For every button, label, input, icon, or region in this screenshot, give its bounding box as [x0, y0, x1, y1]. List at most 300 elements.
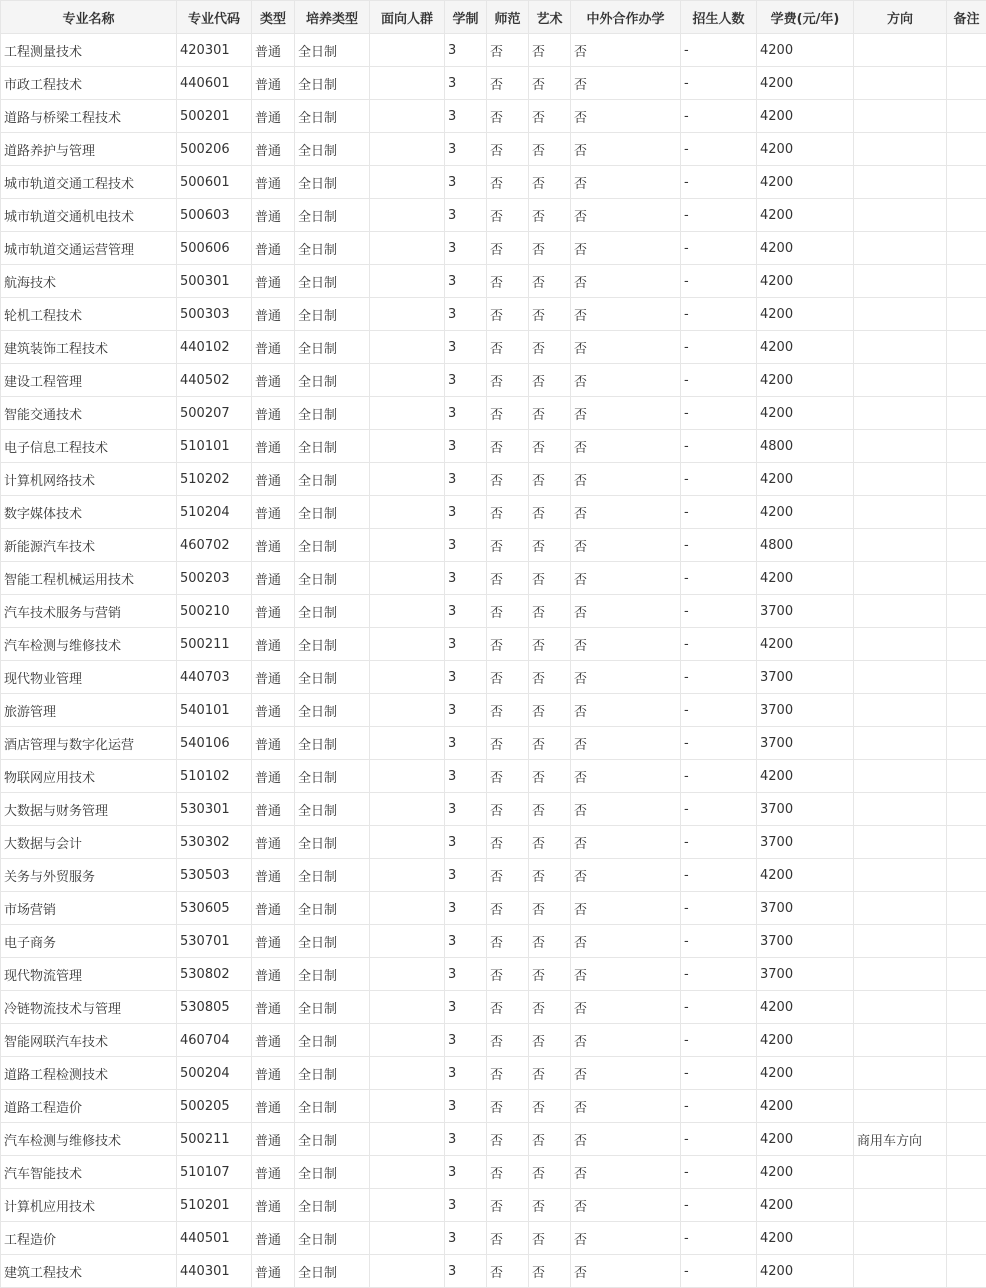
cell-major-name: 智能网联汽车技术: [1, 1024, 177, 1057]
table-row: [1, 925, 986, 958]
cell-duration: 3: [445, 199, 487, 232]
cell-enrollment: -: [681, 397, 757, 430]
cell-normal: 否: [487, 67, 529, 100]
cell-type: 普通: [252, 232, 295, 265]
cell-tuition: 4200: [757, 133, 854, 166]
cell-study-mode: 全日制: [295, 760, 370, 793]
cell-major-name: 道路养护与管理: [1, 133, 177, 166]
table-row: [1, 595, 986, 628]
cell-normal: 否: [487, 562, 529, 595]
cell-tuition: 4200: [757, 166, 854, 199]
cell-sino-foreign: 否: [571, 595, 681, 628]
cell-tuition: 3700: [757, 925, 854, 958]
cell-tuition: 4200: [757, 1255, 854, 1288]
cell-tuition: 4200: [757, 1123, 854, 1156]
cell-study-mode: 全日制: [295, 430, 370, 463]
cell-duration: 3: [445, 529, 487, 562]
cell-study-mode: 全日制: [295, 892, 370, 925]
cell-tuition: 4200: [757, 496, 854, 529]
cell-enrollment: -: [681, 232, 757, 265]
cell-duration: 3: [445, 859, 487, 892]
table-row: [1, 463, 986, 496]
cell-study-mode: 全日制: [295, 265, 370, 298]
header-major-name: 专业名称: [1, 1, 177, 34]
cell-type: 普通: [252, 364, 295, 397]
cell-target-group: [370, 694, 445, 727]
cell-remarks: [947, 1057, 986, 1090]
cell-enrollment: -: [681, 694, 757, 727]
cell-direction: [854, 892, 947, 925]
cell-target-group: [370, 727, 445, 760]
cell-study-mode: 全日制: [295, 1189, 370, 1222]
cell-normal: 否: [487, 364, 529, 397]
cell-normal: 否: [487, 727, 529, 760]
cell-enrollment: -: [681, 1156, 757, 1189]
cell-art: 否: [529, 529, 571, 562]
cell-tuition: 4200: [757, 364, 854, 397]
cell-study-mode: 全日制: [295, 694, 370, 727]
table-header-row: [1, 1, 986, 34]
cell-enrollment: -: [681, 1123, 757, 1156]
header-duration: 学制: [445, 1, 487, 34]
cell-sino-foreign: 否: [571, 793, 681, 826]
table-row: [1, 34, 986, 67]
cell-type: 普通: [252, 34, 295, 67]
cell-tuition: 4200: [757, 628, 854, 661]
cell-sino-foreign: 否: [571, 1024, 681, 1057]
cell-major-name: 道路与桥梁工程技术: [1, 100, 177, 133]
cell-duration: 3: [445, 1090, 487, 1123]
cell-art: 否: [529, 1057, 571, 1090]
cell-sino-foreign: 否: [571, 34, 681, 67]
cell-duration: 3: [445, 1189, 487, 1222]
cell-sino-foreign: 否: [571, 397, 681, 430]
cell-normal: 否: [487, 529, 529, 562]
cell-major-code: 440601: [177, 67, 252, 100]
cell-art: 否: [529, 727, 571, 760]
table-row: [1, 298, 986, 331]
table-row: [1, 199, 986, 232]
table-row: [1, 496, 986, 529]
cell-art: 否: [529, 892, 571, 925]
cell-tuition: 4200: [757, 199, 854, 232]
cell-normal: 否: [487, 925, 529, 958]
cell-major-code: 530805: [177, 991, 252, 1024]
cell-direction: [854, 232, 947, 265]
cell-type: 普通: [252, 331, 295, 364]
cell-study-mode: 全日制: [295, 1057, 370, 1090]
cell-remarks: [947, 463, 986, 496]
cell-major-name: 新能源汽车技术: [1, 529, 177, 562]
cell-enrollment: -: [681, 859, 757, 892]
cell-target-group: [370, 661, 445, 694]
cell-direction: [854, 430, 947, 463]
cell-target-group: [370, 166, 445, 199]
cell-tuition: 4800: [757, 529, 854, 562]
cell-direction: [854, 991, 947, 1024]
cell-duration: 3: [445, 298, 487, 331]
cell-type: 普通: [252, 133, 295, 166]
cell-sino-foreign: 否: [571, 892, 681, 925]
cell-normal: 否: [487, 1057, 529, 1090]
cell-normal: 否: [487, 694, 529, 727]
cell-remarks: [947, 826, 986, 859]
cell-enrollment: -: [681, 595, 757, 628]
cell-enrollment: -: [681, 133, 757, 166]
cell-type: 普通: [252, 1024, 295, 1057]
table-row: [1, 331, 986, 364]
cell-type: 普通: [252, 859, 295, 892]
cell-type: 普通: [252, 562, 295, 595]
cell-study-mode: 全日制: [295, 595, 370, 628]
table-row: [1, 958, 986, 991]
cell-target-group: [370, 1255, 445, 1288]
cell-study-mode: 全日制: [295, 991, 370, 1024]
cell-enrollment: -: [681, 661, 757, 694]
cell-normal: 否: [487, 166, 529, 199]
cell-target-group: [370, 892, 445, 925]
cell-normal: 否: [487, 1123, 529, 1156]
cell-art: 否: [529, 628, 571, 661]
cell-major-code: 500203: [177, 562, 252, 595]
cell-major-name: 汽车技术服务与营销: [1, 595, 177, 628]
cell-art: 否: [529, 925, 571, 958]
cell-remarks: [947, 100, 986, 133]
cell-major-code: 540101: [177, 694, 252, 727]
cell-major-name: 汽车智能技术: [1, 1156, 177, 1189]
cell-sino-foreign: 否: [571, 991, 681, 1024]
cell-duration: 3: [445, 694, 487, 727]
cell-remarks: [947, 859, 986, 892]
cell-art: 否: [529, 1090, 571, 1123]
header-type: 类型: [252, 1, 295, 34]
header-normal: 师范: [487, 1, 529, 34]
table-row: [1, 826, 986, 859]
cell-sino-foreign: 否: [571, 1189, 681, 1222]
cell-target-group: [370, 826, 445, 859]
cell-major-name: 轮机工程技术: [1, 298, 177, 331]
cell-remarks: [947, 958, 986, 991]
cell-art: 否: [529, 133, 571, 166]
cell-direction: [854, 331, 947, 364]
cell-study-mode: 全日制: [295, 529, 370, 562]
table-row: [1, 628, 986, 661]
cell-duration: 3: [445, 826, 487, 859]
cell-direction: [854, 1189, 947, 1222]
cell-normal: 否: [487, 1024, 529, 1057]
table-row: [1, 1222, 986, 1255]
cell-remarks: [947, 793, 986, 826]
cell-target-group: [370, 958, 445, 991]
cell-target-group: [370, 463, 445, 496]
cell-major-code: 440501: [177, 1222, 252, 1255]
cell-study-mode: 全日制: [295, 925, 370, 958]
cell-study-mode: 全日制: [295, 100, 370, 133]
cell-type: 普通: [252, 661, 295, 694]
cell-sino-foreign: 否: [571, 1090, 681, 1123]
cell-major-code: 530302: [177, 826, 252, 859]
cell-art: 否: [529, 67, 571, 100]
table-row: [1, 1255, 986, 1288]
cell-major-code: 510102: [177, 760, 252, 793]
cell-art: 否: [529, 859, 571, 892]
cell-type: 普通: [252, 826, 295, 859]
cell-major-code: 500606: [177, 232, 252, 265]
cell-enrollment: -: [681, 364, 757, 397]
cell-normal: 否: [487, 34, 529, 67]
cell-major-code: 530701: [177, 925, 252, 958]
header-sino-foreign: 中外合作办学: [571, 1, 681, 34]
cell-study-mode: 全日制: [295, 727, 370, 760]
cell-major-code: 510204: [177, 496, 252, 529]
cell-direction: [854, 496, 947, 529]
cell-sino-foreign: 否: [571, 67, 681, 100]
cell-major-code: 500603: [177, 199, 252, 232]
cell-duration: 3: [445, 562, 487, 595]
cell-type: 普通: [252, 397, 295, 430]
cell-study-mode: 全日制: [295, 496, 370, 529]
cell-study-mode: 全日制: [295, 661, 370, 694]
cell-remarks: [947, 298, 986, 331]
cell-tuition: 3700: [757, 694, 854, 727]
cell-art: 否: [529, 562, 571, 595]
cell-tuition: 4200: [757, 100, 854, 133]
cell-sino-foreign: 否: [571, 298, 681, 331]
cell-direction: [854, 133, 947, 166]
cell-duration: 3: [445, 133, 487, 166]
cell-art: 否: [529, 232, 571, 265]
cell-type: 普通: [252, 925, 295, 958]
cell-duration: 3: [445, 364, 487, 397]
cell-study-mode: 全日制: [295, 1090, 370, 1123]
cell-major-name: 航海技术: [1, 265, 177, 298]
cell-enrollment: -: [681, 1189, 757, 1222]
cell-study-mode: 全日制: [295, 34, 370, 67]
cell-normal: 否: [487, 397, 529, 430]
cell-remarks: [947, 1156, 986, 1189]
cell-sino-foreign: 否: [571, 562, 681, 595]
cell-enrollment: -: [681, 265, 757, 298]
cell-duration: 3: [445, 232, 487, 265]
cell-sino-foreign: 否: [571, 265, 681, 298]
cell-art: 否: [529, 958, 571, 991]
cell-type: 普通: [252, 760, 295, 793]
cell-direction: [854, 1255, 947, 1288]
cell-duration: 3: [445, 1222, 487, 1255]
cell-major-name: 汽车检测与维修技术: [1, 1123, 177, 1156]
cell-target-group: [370, 1222, 445, 1255]
cell-direction: 商用车方向: [854, 1123, 947, 1156]
cell-remarks: [947, 1222, 986, 1255]
cell-major-code: 530802: [177, 958, 252, 991]
cell-direction: [854, 265, 947, 298]
cell-tuition: 4200: [757, 1156, 854, 1189]
cell-major-name: 酒店管理与数字化运营: [1, 727, 177, 760]
cell-major-code: 500601: [177, 166, 252, 199]
cell-art: 否: [529, 1222, 571, 1255]
cell-normal: 否: [487, 595, 529, 628]
cell-art: 否: [529, 1024, 571, 1057]
header-major-code: 专业代码: [177, 1, 252, 34]
cell-remarks: [947, 661, 986, 694]
cell-type: 普通: [252, 463, 295, 496]
table-row: [1, 1024, 986, 1057]
cell-target-group: [370, 364, 445, 397]
cell-direction: [854, 166, 947, 199]
cell-enrollment: -: [681, 1024, 757, 1057]
cell-target-group: [370, 265, 445, 298]
cell-remarks: [947, 133, 986, 166]
cell-sino-foreign: 否: [571, 496, 681, 529]
cell-major-name: 城市轨道交通工程技术: [1, 166, 177, 199]
table-row: [1, 265, 986, 298]
cell-study-mode: 全日制: [295, 67, 370, 100]
cell-target-group: [370, 34, 445, 67]
cell-direction: [854, 34, 947, 67]
cell-enrollment: -: [681, 34, 757, 67]
cell-duration: 3: [445, 793, 487, 826]
cell-direction: [854, 397, 947, 430]
cell-tuition: 4200: [757, 760, 854, 793]
cell-art: 否: [529, 760, 571, 793]
cell-target-group: [370, 859, 445, 892]
cell-art: 否: [529, 694, 571, 727]
cell-major-code: 500211: [177, 1123, 252, 1156]
cell-major-name: 数字媒体技术: [1, 496, 177, 529]
cell-target-group: [370, 199, 445, 232]
cell-remarks: [947, 34, 986, 67]
table-row: [1, 232, 986, 265]
cell-direction: [854, 826, 947, 859]
header-remarks: 备注: [947, 1, 986, 34]
cell-type: 普通: [252, 694, 295, 727]
cell-art: 否: [529, 463, 571, 496]
cell-sino-foreign: 否: [571, 826, 681, 859]
cell-major-code: 500201: [177, 100, 252, 133]
cell-enrollment: -: [681, 892, 757, 925]
cell-duration: 3: [445, 958, 487, 991]
cell-enrollment: -: [681, 991, 757, 1024]
cell-normal: 否: [487, 496, 529, 529]
table-row: [1, 364, 986, 397]
cell-major-code: 500207: [177, 397, 252, 430]
cell-major-code: 510201: [177, 1189, 252, 1222]
cell-major-code: 460702: [177, 529, 252, 562]
table-row: [1, 562, 986, 595]
cell-study-mode: 全日制: [295, 331, 370, 364]
cell-remarks: [947, 430, 986, 463]
cell-enrollment: -: [681, 496, 757, 529]
cell-tuition: 3700: [757, 826, 854, 859]
cell-tuition: 4800: [757, 430, 854, 463]
cell-major-name: 现代物业管理: [1, 661, 177, 694]
cell-normal: 否: [487, 958, 529, 991]
cell-type: 普通: [252, 199, 295, 232]
cell-direction: [854, 694, 947, 727]
cell-duration: 3: [445, 496, 487, 529]
cell-sino-foreign: 否: [571, 463, 681, 496]
cell-major-code: 510101: [177, 430, 252, 463]
cell-major-name: 大数据与会计: [1, 826, 177, 859]
cell-normal: 否: [487, 1189, 529, 1222]
cell-art: 否: [529, 1123, 571, 1156]
cell-tuition: 3700: [757, 595, 854, 628]
cell-target-group: [370, 133, 445, 166]
cell-enrollment: -: [681, 1222, 757, 1255]
table-row: [1, 1123, 986, 1156]
cell-normal: 否: [487, 1156, 529, 1189]
cell-normal: 否: [487, 892, 529, 925]
cell-tuition: 4200: [757, 991, 854, 1024]
cell-target-group: [370, 529, 445, 562]
cell-target-group: [370, 562, 445, 595]
cell-major-code: 440703: [177, 661, 252, 694]
cell-duration: 3: [445, 991, 487, 1024]
cell-tuition: 3700: [757, 727, 854, 760]
cell-art: 否: [529, 496, 571, 529]
cell-major-name: 城市轨道交通运营管理: [1, 232, 177, 265]
cell-study-mode: 全日制: [295, 364, 370, 397]
cell-remarks: [947, 1123, 986, 1156]
table-row: [1, 694, 986, 727]
cell-target-group: [370, 496, 445, 529]
cell-enrollment: -: [681, 298, 757, 331]
cell-type: 普通: [252, 430, 295, 463]
cell-remarks: [947, 595, 986, 628]
cell-tuition: 4200: [757, 298, 854, 331]
cell-enrollment: -: [681, 1057, 757, 1090]
cell-target-group: [370, 331, 445, 364]
cell-direction: [854, 100, 947, 133]
cell-tuition: 4200: [757, 1222, 854, 1255]
cell-type: 普通: [252, 1057, 295, 1090]
cell-remarks: [947, 265, 986, 298]
cell-type: 普通: [252, 1189, 295, 1222]
table-row: [1, 1156, 986, 1189]
cell-target-group: [370, 925, 445, 958]
table-row: [1, 430, 986, 463]
table-row: [1, 67, 986, 100]
cell-direction: [854, 529, 947, 562]
cell-art: 否: [529, 1189, 571, 1222]
cell-type: 普通: [252, 793, 295, 826]
cell-type: 普通: [252, 265, 295, 298]
cell-study-mode: 全日制: [295, 859, 370, 892]
cell-major-name: 关务与外贸服务: [1, 859, 177, 892]
cell-sino-foreign: 否: [571, 1222, 681, 1255]
cell-normal: 否: [487, 628, 529, 661]
cell-sino-foreign: 否: [571, 1123, 681, 1156]
cell-major-name: 电子商务: [1, 925, 177, 958]
cell-normal: 否: [487, 265, 529, 298]
table-row: [1, 661, 986, 694]
cell-art: 否: [529, 265, 571, 298]
cell-major-code: 500210: [177, 595, 252, 628]
cell-study-mode: 全日制: [295, 1024, 370, 1057]
cell-direction: [854, 364, 947, 397]
cell-duration: 3: [445, 760, 487, 793]
cell-direction: [854, 925, 947, 958]
table-row: [1, 529, 986, 562]
cell-duration: 3: [445, 892, 487, 925]
cell-major-code: 500303: [177, 298, 252, 331]
cell-sino-foreign: 否: [571, 529, 681, 562]
cell-sino-foreign: 否: [571, 166, 681, 199]
cell-study-mode: 全日制: [295, 826, 370, 859]
cell-art: 否: [529, 364, 571, 397]
table-row: [1, 727, 986, 760]
cell-direction: [854, 661, 947, 694]
